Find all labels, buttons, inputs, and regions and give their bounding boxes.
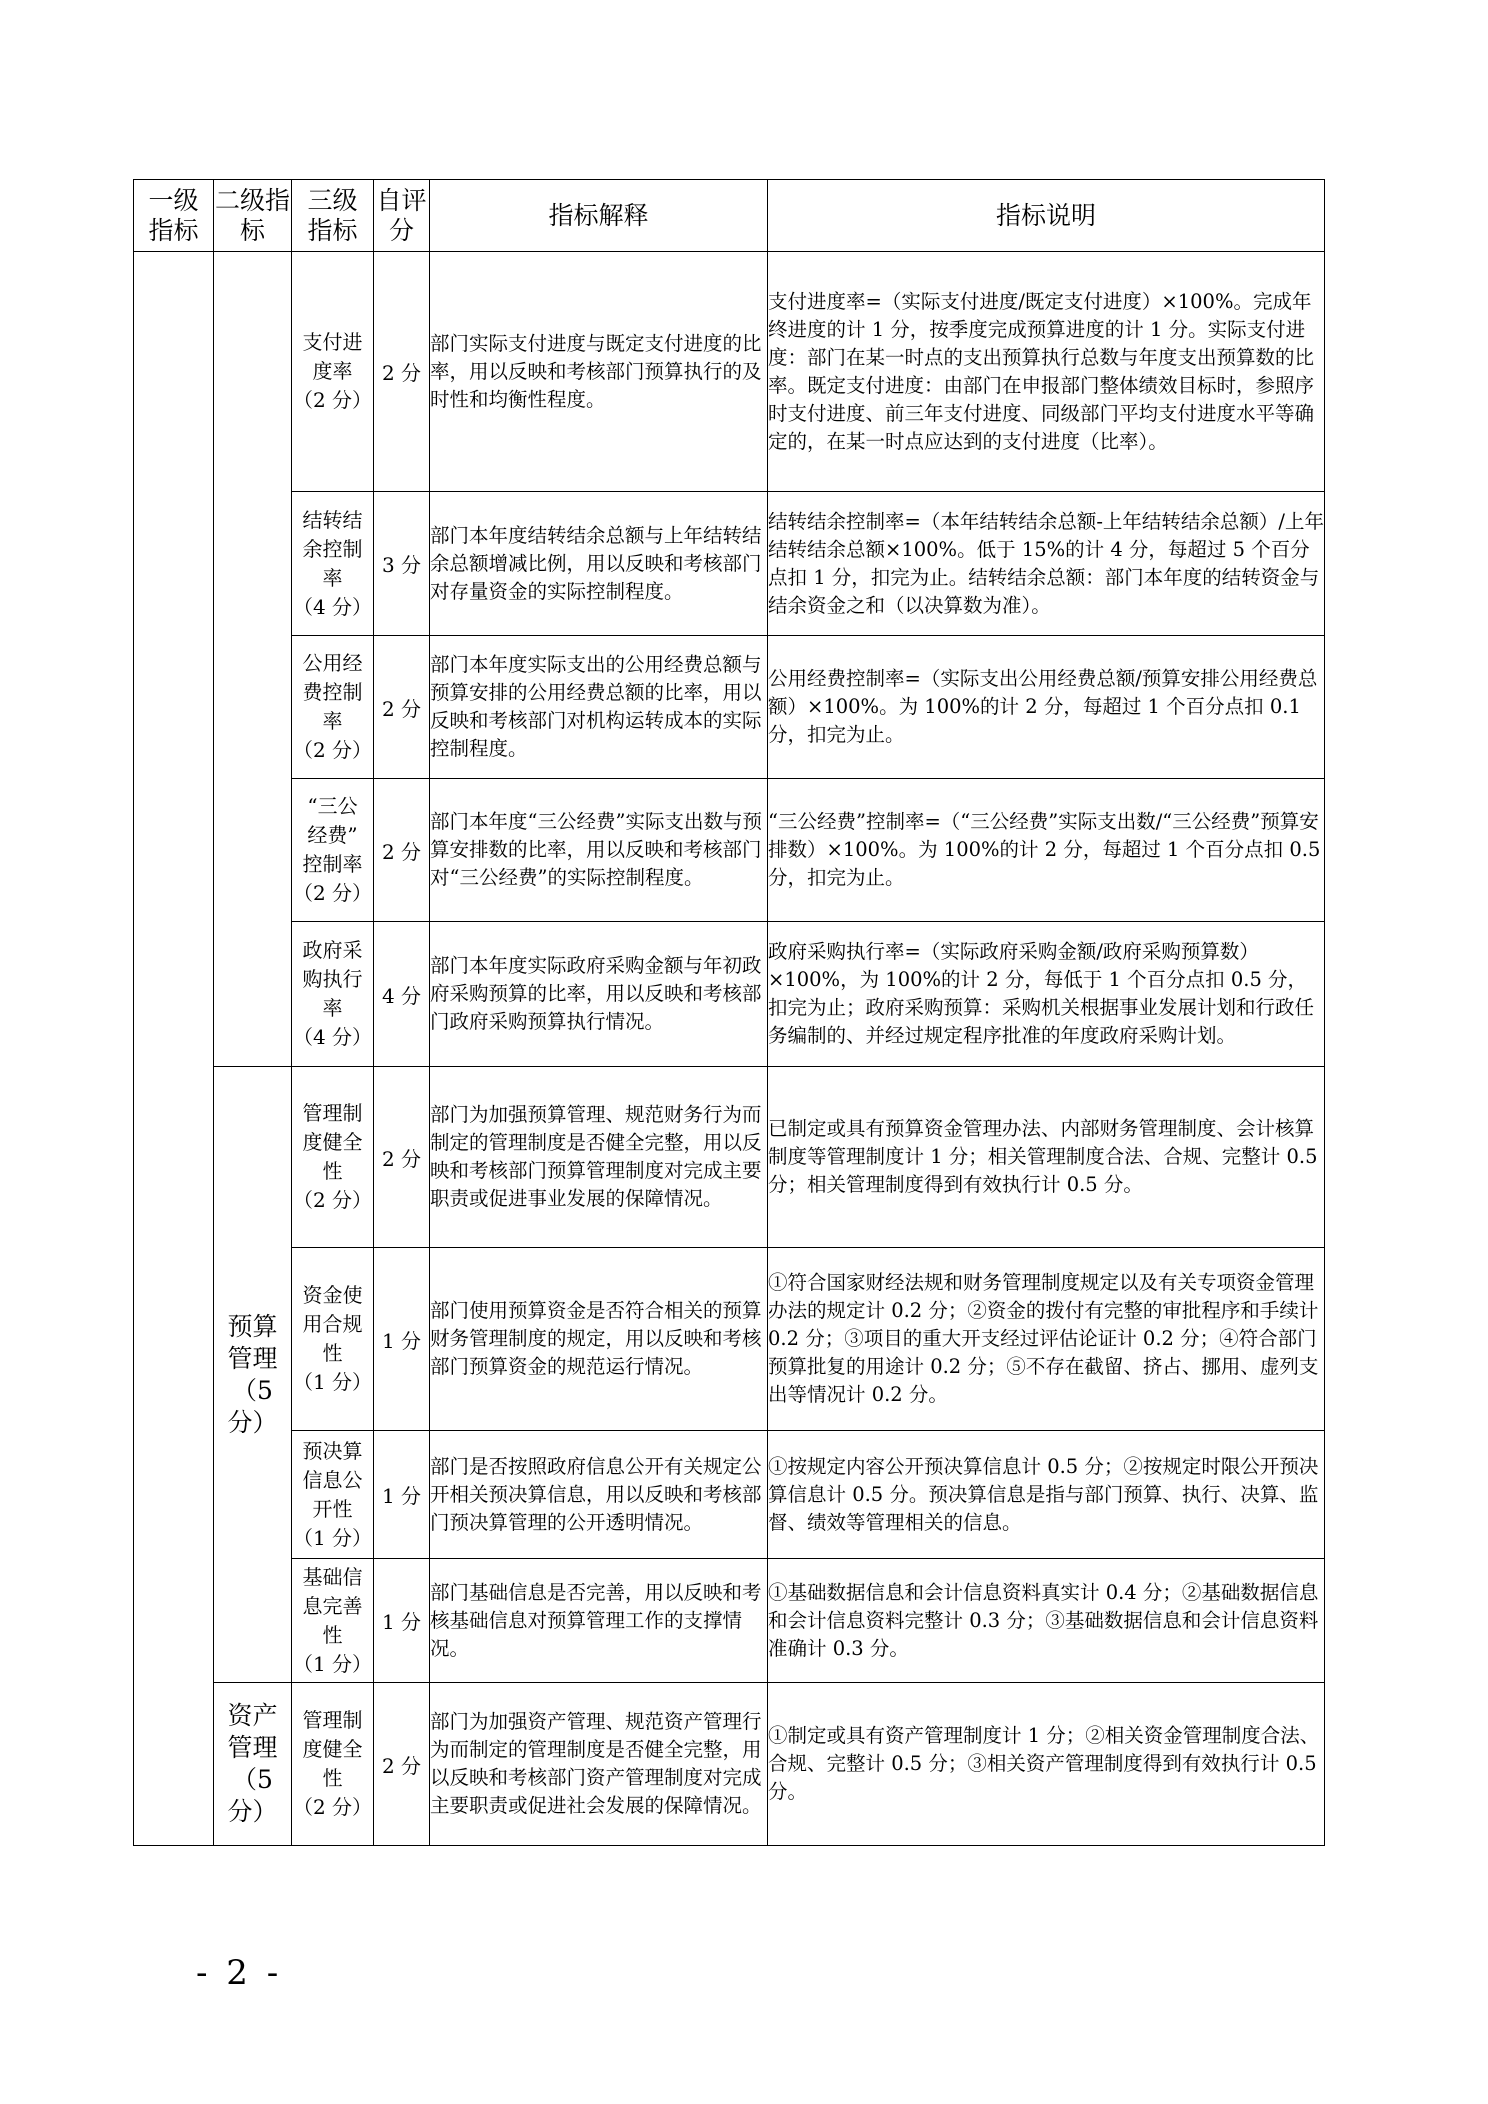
table-row [134, 636, 1325, 779]
level3-cell: 政府采 购执行 率 （4 分） [292, 922, 374, 1067]
table-row [134, 1683, 1325, 1846]
indicator-table [133, 179, 1325, 1846]
header-explanation: 指标解释 [430, 180, 768, 252]
table-row [134, 1067, 1325, 1248]
level3-cell: 预决算 信息公 开性 （1 分） [292, 1431, 374, 1559]
header-level1: 一级 指标 [134, 180, 214, 252]
level2-asset-management: 资产 管理 （5 分） [214, 1683, 292, 1846]
level3-cell: 资金使 用合规 性 （1 分） [292, 1248, 374, 1431]
page-number: - 2 - [196, 1953, 283, 1993]
description-cell: 支付进度率=（实际支付进度/既定支付进度）×100%。完成年终进度的计 1 分，按季度完成预算进度的计 1 分。实际支付进度：部门在某一时点的支出预算执行总数与年度支出预算数的比率。既定支付进度：由部门在申报部门整体绩效目标时，参照序时支付进度、前三年支付进度、同级部门平均支付进度水平等确定的，在某一时点应达到的支付进度（比率）。 [768, 252, 1325, 492]
level3-cell: 基础信 息完善 性 （1 分） [292, 1559, 374, 1683]
table-row [134, 1431, 1325, 1559]
explanation-cell: 部门为加强预算管理、规范财务行为而制定的管理制度是否健全完整，用以反映和考核部门预算管理制度对完成主要职责或促进事业发展的保障情况。 [430, 1067, 768, 1248]
self-score-cell: 2 分 [374, 636, 430, 779]
description-cell: ①制定或具有资产管理制度计 1 分；②相关资金管理制度合法、合规、完整计 0.5 分；③相关资产管理制度得到有效执行计 0.5 分。 [768, 1683, 1325, 1846]
self-score-cell: 1 分 [374, 1431, 430, 1559]
self-score-cell: 1 分 [374, 1559, 430, 1683]
explanation-cell: 部门实际支付进度与既定支付进度的比率，用以反映和考核部门预算执行的及时性和均衡性程度。 [430, 252, 768, 492]
explanation-cell: 部门是否按照政府信息公开有关规定公开相关预决算信息，用以反映和考核部门预决算管理的公开透明情况。 [430, 1431, 768, 1559]
description-cell: 政府采购执行率=（实际政府采购金额/政府采购预算数）×100%，为 100%的计 2 分，每低于 1 个百分点扣 0.5 分，扣完为止；政府采购预算：采购机关根据事业发展计划和行政任务编制的、并经过规定程序批准的年度政府采购计划。 [768, 922, 1325, 1067]
level3-cell: 管理制 度健全 性 （2 分） [292, 1067, 374, 1248]
table-row [134, 1559, 1325, 1683]
table-row [134, 492, 1325, 636]
level3-cell: 支付进 度率 （2 分） [292, 252, 374, 492]
explanation-cell: 部门使用预算资金是否符合相关的预算财务管理制度的规定，用以反映和考核部门预算资金的规范运行情况。 [430, 1248, 768, 1431]
explanation-cell: 部门本年度实际政府采购金额与年初政府采购预算的比率，用以反映和考核部门政府采购预算执行情况。 [430, 922, 768, 1067]
explanation-cell: 部门基础信息是否完善，用以反映和考核基础信息对预算管理工作的支撑情况。 [430, 1559, 768, 1683]
explanation-cell: 部门本年度实际支出的公用经费总额与预算安排的公用经费总额的比率，用以反映和考核部门对机构运转成本的实际控制程度。 [430, 636, 768, 779]
explanation-cell: 部门本年度“三公经费”实际支出数与预算安排数的比率，用以反映和考核部门对“三公经费”的实际控制程度。 [430, 779, 768, 922]
self-score-cell: 2 分 [374, 779, 430, 922]
level1-cell [134, 252, 214, 1846]
table-row [134, 922, 1325, 1067]
description-cell: ①基础数据信息和会计信息资料真实计 0.4 分；②基础数据信息和会计信息资料完整计 0.3 分；③基础数据信息和会计信息资料准确计 0.3 分。 [768, 1559, 1325, 1683]
self-score-cell: 1 分 [374, 1248, 430, 1431]
level3-cell: 结转结 余控制 率 （4 分） [292, 492, 374, 636]
header-level2: 二级指 标 [214, 180, 292, 252]
description-cell: 结转结余控制率=（本年结转结余总额-上年结转结余总额）/上年结转结余总额×100%。低于 15%的计 4 分，每超过 5 个百分点扣 1 分，扣完为止。结转结余总额：部门本年度的结转资金与结余资金之和（以决算数为准）。 [768, 492, 1325, 636]
level3-cell: 公用经 费控制 率 （2 分） [292, 636, 374, 779]
description-cell: 已制定或具有预算资金管理办法、内部财务管理制度、会计核算制度等管理制度计 1 分；相关管理制度合法、合规、完整计 0.5 分；相关管理制度得到有效执行计 0.5 分。 [768, 1067, 1325, 1248]
header-self-score: 自评 分 [374, 180, 430, 252]
description-cell: 公用经费控制率=（实际支出公用经费总额/预算安排公用经费总额）×100%。为 100%的计 2 分，每超过 1 个百分点扣 0.1 分，扣完为止。 [768, 636, 1325, 779]
header-level3: 三级 指标 [292, 180, 374, 252]
description-cell: “三公经费”控制率=（“三公经费”实际支出数/“三公经费”预算安排数）×100%。为 100%的计 2 分，每超过 1 个百分点扣 0.5 分，扣完为止。 [768, 779, 1325, 922]
table-row [134, 252, 1325, 492]
self-score-cell: 2 分 [374, 1067, 430, 1248]
explanation-cell: 部门为加强资产管理、规范资产管理行为而制定的管理制度是否健全完整，用以反映和考核部门资产管理制度对完成主要职责或促进社会发展的保障情况。 [430, 1683, 768, 1846]
level3-cell: “三公 经费” 控制率 （2 分） [292, 779, 374, 922]
self-score-cell: 4 分 [374, 922, 430, 1067]
table-row [134, 1248, 1325, 1431]
level3-cell: 管理制 度健全 性 （2 分） [292, 1683, 374, 1846]
table-header-row [134, 180, 1325, 252]
description-cell: ①按规定内容公开预决算信息计 0.5 分；②按规定时限公开预决算信息计 0.5 分。预决算信息是指与部门预算、执行、决算、监督、绩效等管理相关的信息。 [768, 1431, 1325, 1559]
self-score-cell: 2 分 [374, 252, 430, 492]
description-cell: ①符合国家财经法规和财务管理制度规定以及有关专项资金管理办法的规定计 0.2 分；②资金的拨付有完整的审批程序和手续计 0.2 分；③项目的重大开支经过评估论证计 0.2 分；④符合部门预算批复的用途计 0.2 分；⑤不存在截留、挤占、挪用、虚列支出等情况计 0.2 分。 [768, 1248, 1325, 1431]
self-score-cell: 3 分 [374, 492, 430, 636]
header-description: 指标说明 [768, 180, 1325, 252]
explanation-cell: 部门本年度结转结余总额与上年结转结余总额增减比例，用以反映和考核部门对存量资金的实际控制程度。 [430, 492, 768, 636]
level2-budget-management: 预算 管理 （5 分） [214, 1067, 292, 1683]
level2-cell-empty [214, 252, 292, 1067]
self-score-cell: 2 分 [374, 1683, 430, 1846]
table-row [134, 779, 1325, 922]
